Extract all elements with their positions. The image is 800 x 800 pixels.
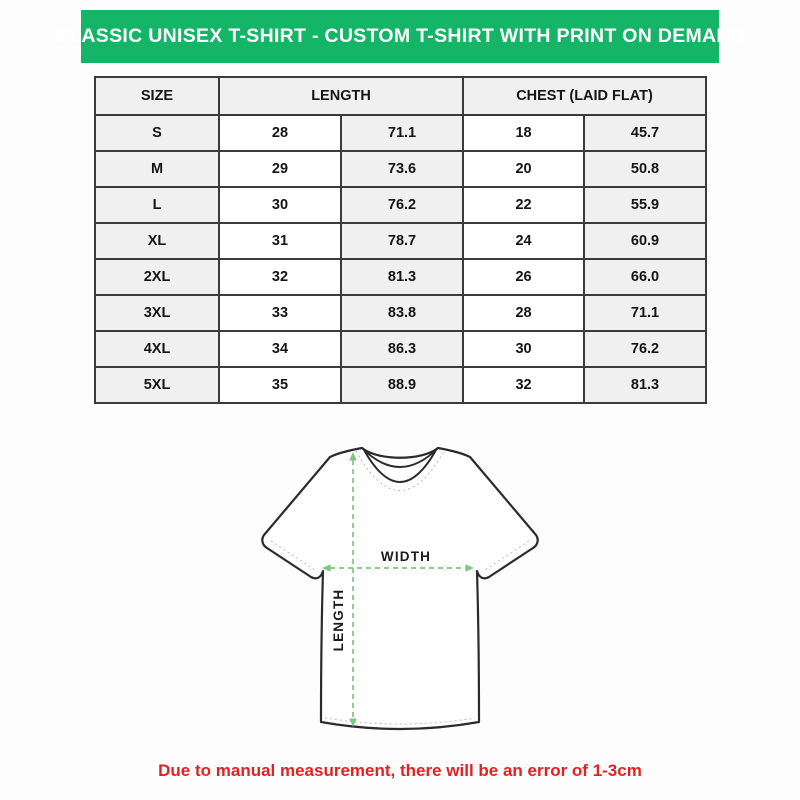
- length-cm-cell: 83.8: [341, 295, 463, 331]
- table-row: [95, 187, 706, 223]
- size-cell: 4XL: [95, 331, 219, 367]
- length-cm-cell: 88.9: [341, 367, 463, 403]
- column-header-chest: CHEST (LAID FLAT): [463, 77, 706, 115]
- table-row: [95, 151, 706, 187]
- length-cm-cell: 81.3: [341, 259, 463, 295]
- size-cell: 2XL: [95, 259, 219, 295]
- tshirt-icon: [250, 430, 550, 750]
- chest-in-cell: 22: [463, 187, 584, 223]
- chest-cm-cell: 76.2: [584, 331, 706, 367]
- column-header-length: LENGTH: [219, 77, 463, 115]
- size-cell: S: [95, 115, 219, 151]
- chest-cm-cell: 60.9: [584, 223, 706, 259]
- length-in-cell: 32: [219, 259, 341, 295]
- length-in-cell: 30: [219, 187, 341, 223]
- length-in-cell: 34: [219, 331, 341, 367]
- table-row: [95, 115, 706, 151]
- chest-in-cell: 18: [463, 115, 584, 151]
- chest-cm-cell: 50.8: [584, 151, 706, 187]
- measurement-disclaimer: Due to manual measurement, there will be an error of 1-3cm: [158, 761, 642, 780]
- size-cell: 5XL: [95, 367, 219, 403]
- length-in-cell: 29: [219, 151, 341, 187]
- table-row: [95, 331, 706, 367]
- chest-in-cell: 20: [463, 151, 584, 187]
- chest-in-cell: 26: [463, 259, 584, 295]
- length-in-cell: 35: [219, 367, 341, 403]
- table-row: [95, 367, 706, 403]
- chest-cm-cell: 55.9: [584, 187, 706, 223]
- chest-in-cell: 24: [463, 223, 584, 259]
- table-row: [95, 223, 706, 259]
- length-cm-cell: 71.1: [341, 115, 463, 151]
- size-cell: XL: [95, 223, 219, 259]
- length-cm-cell: 73.6: [341, 151, 463, 187]
- size-cell: L: [95, 187, 219, 223]
- size-table-body: [95, 115, 706, 403]
- length-in-cell: 28: [219, 115, 341, 151]
- length-in-cell: 33: [219, 295, 341, 331]
- column-header-size: SIZE: [95, 77, 219, 115]
- chest-cm-cell: 81.3: [584, 367, 706, 403]
- table-header-row: [95, 77, 706, 115]
- length-in-cell: 31: [219, 223, 341, 259]
- width-label: WIDTH: [380, 549, 432, 564]
- chest-cm-cell: 66.0: [584, 259, 706, 295]
- table-row: [95, 259, 706, 295]
- size-cell: M: [95, 151, 219, 187]
- length-cm-cell: 76.2: [341, 187, 463, 223]
- page-title: CLASSIC UNISEX T-SHIRT - CUSTOM T-SHIRT WITH PRINT ON DEMAND: [54, 25, 746, 47]
- length-label: LENGTH: [331, 588, 346, 652]
- size-chart-table: [94, 76, 707, 404]
- chest-in-cell: 30: [463, 331, 584, 367]
- chest-cm-cell: 71.1: [584, 295, 706, 331]
- table-row: [95, 295, 706, 331]
- chest-cm-cell: 45.7: [584, 115, 706, 151]
- length-cm-cell: 86.3: [341, 331, 463, 367]
- length-cm-cell: 78.7: [341, 223, 463, 259]
- chest-in-cell: 28: [463, 295, 584, 331]
- tshirt-diagram: [250, 430, 550, 750]
- size-cell: 3XL: [95, 295, 219, 331]
- title-banner: [54, 10, 746, 63]
- chest-in-cell: 32: [463, 367, 584, 403]
